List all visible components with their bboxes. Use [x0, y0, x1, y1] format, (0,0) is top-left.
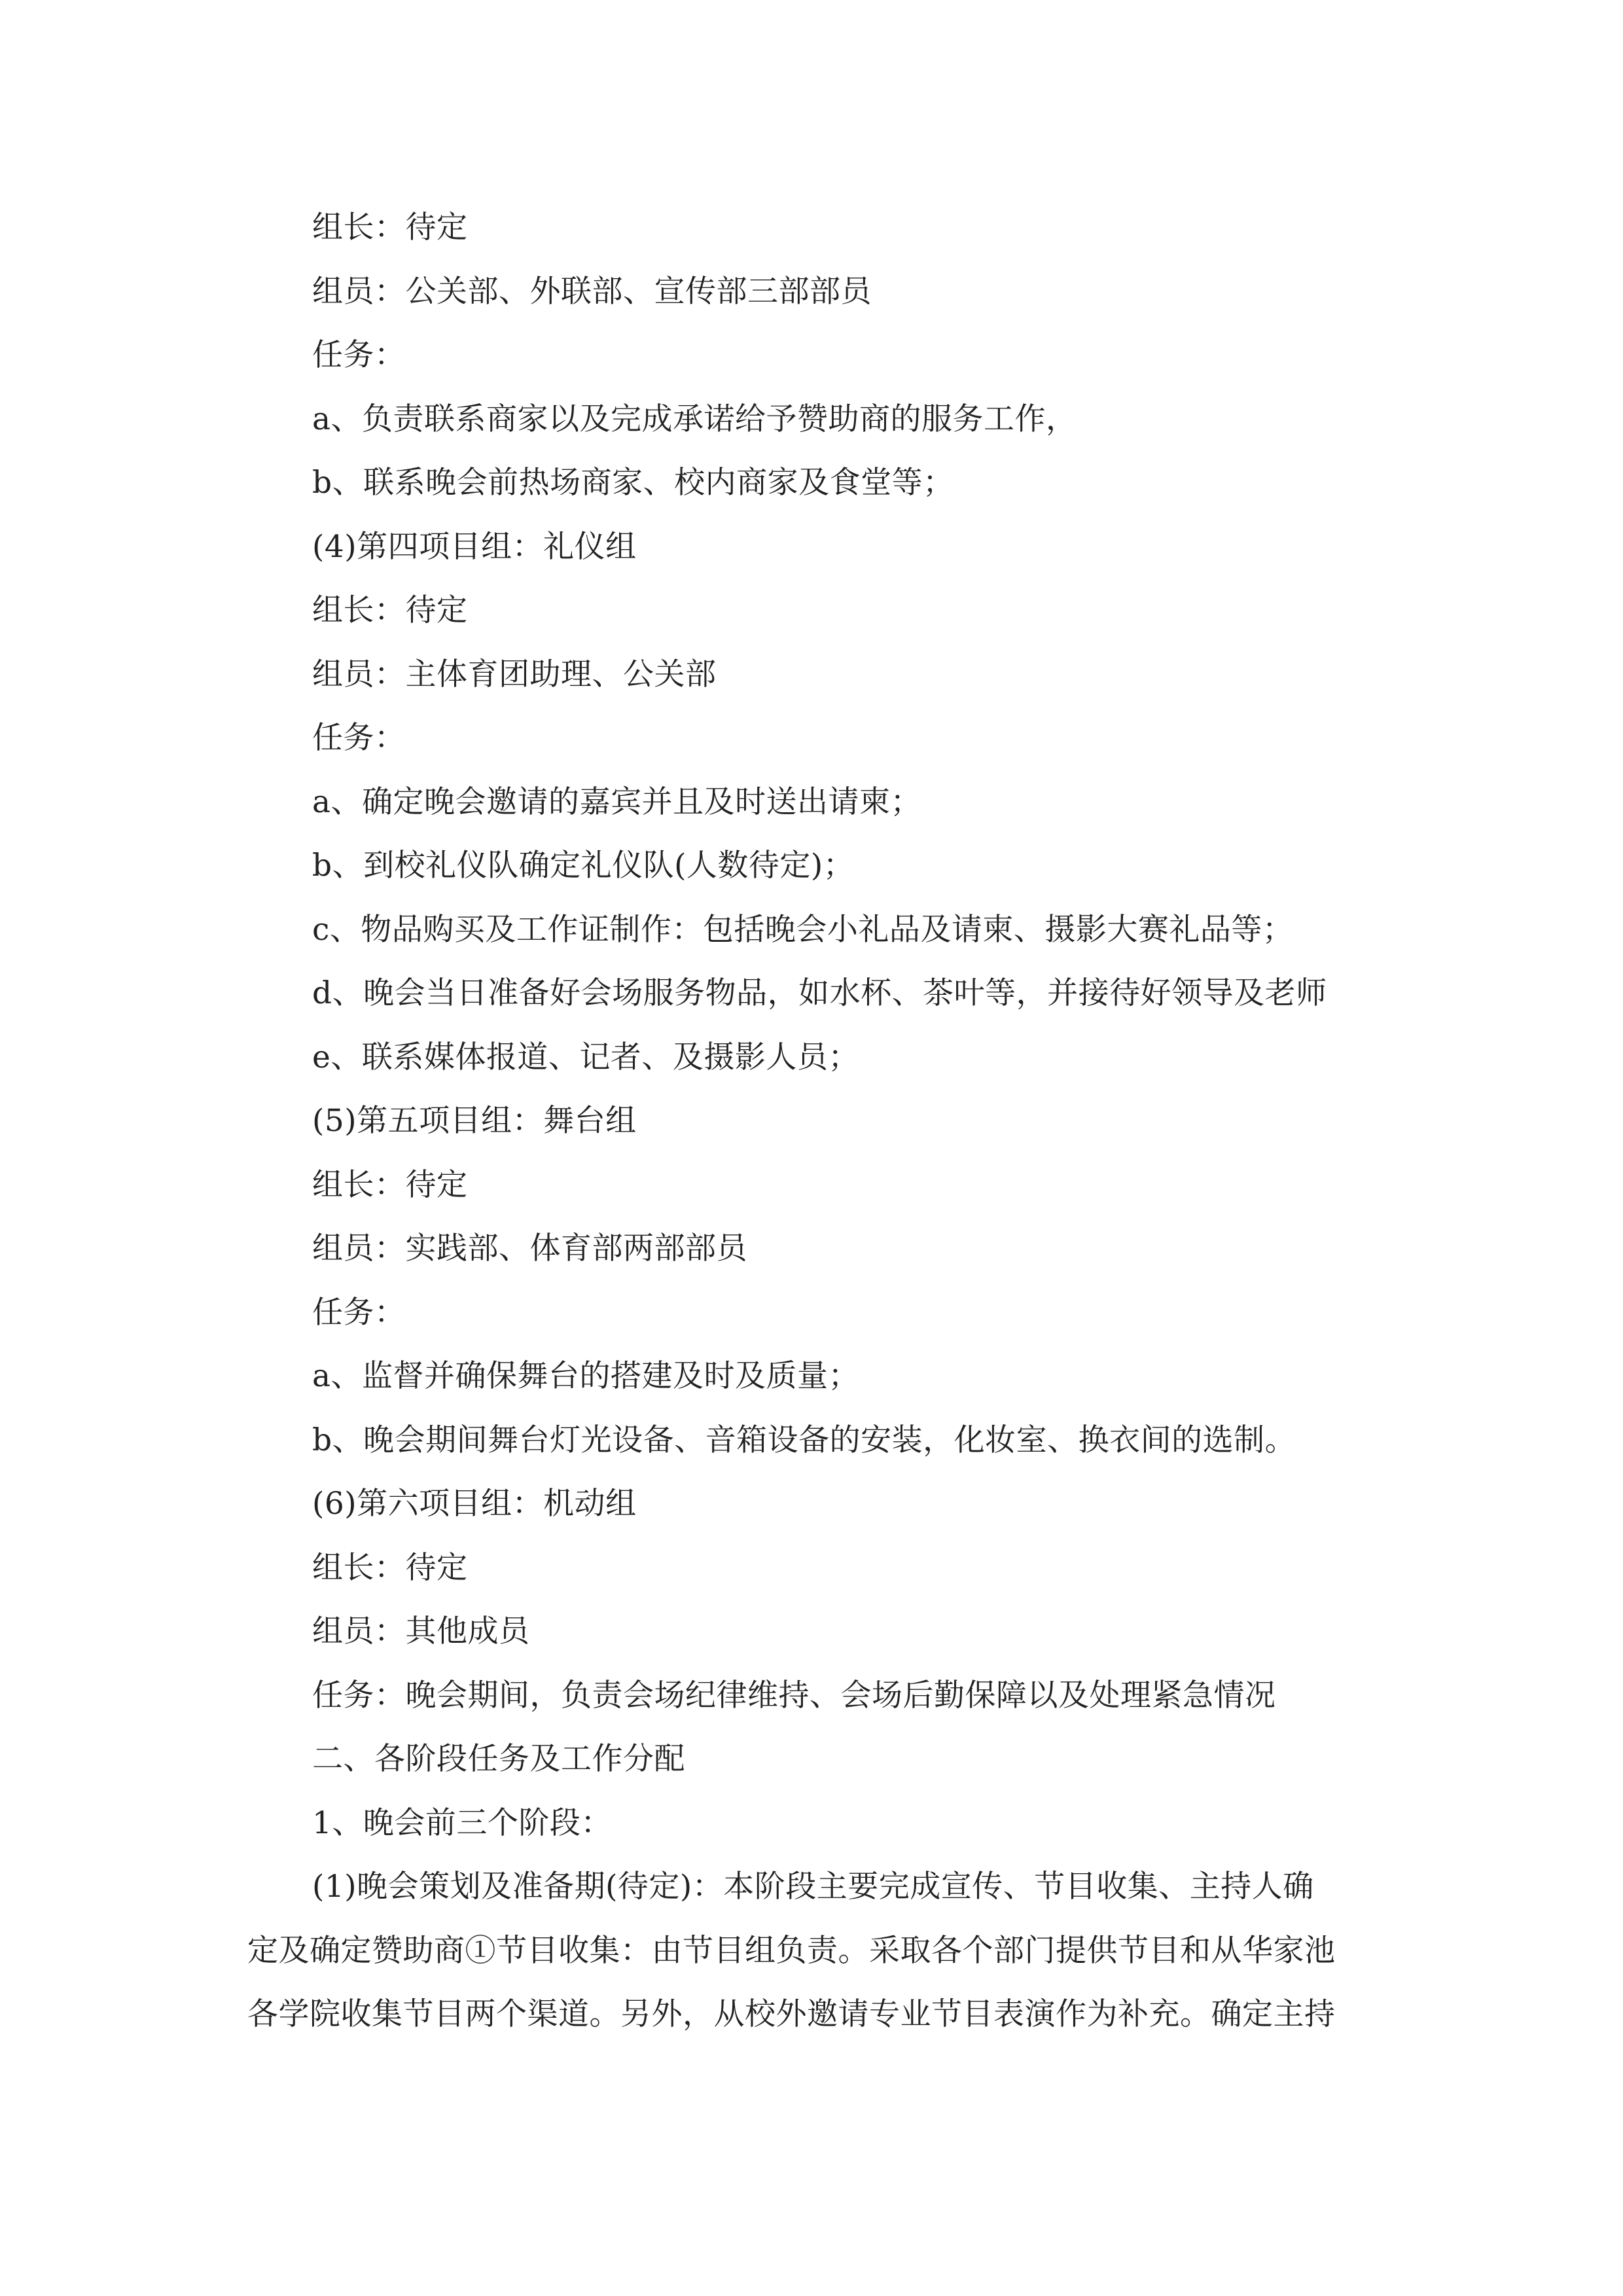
- text-line: 组长：待定: [312, 1167, 468, 1203]
- text-line: 任务：: [312, 1295, 406, 1331]
- text-line: 组员：其他成员: [312, 1613, 530, 1649]
- text-line: a、负责联系商家以及完成承诺给予赞助商的服务工作，: [312, 401, 1077, 437]
- text-line: 任务：: [312, 720, 406, 756]
- subsection-heading: 1、晚会前三个阶段：: [312, 1805, 612, 1841]
- text-line: b、联系晚会前热场商家、校内商家及食堂等；: [312, 465, 954, 501]
- paragraph-line: 定及确定赞助商①节目收集：由节目组负责。采取各个部门提供节目和从华家池: [247, 1933, 1336, 1969]
- text-line: e、联系媒体报道、记者、及摄影人员；: [312, 1039, 859, 1075]
- section-heading: (4)第四项目组：礼仪组: [312, 529, 637, 565]
- text-line: 任务：: [312, 337, 406, 373]
- section-heading: (5)第五项目组：舞台组: [312, 1103, 637, 1139]
- text-line: 组长：待定: [312, 209, 468, 245]
- text-line: b、晚会期间舞台灯光设备、音箱设备的安装，化妆室、换衣间的选制。: [312, 1422, 1296, 1458]
- text-line: c、物品购买及工作证制作：包括晚会小礼品及请柬、摄影大赛礼品等；: [312, 912, 1294, 948]
- text-line: 任务：晚会期间，负责会场纪律维持、会场后勤保障以及处理紧急情况: [312, 1677, 1276, 1713]
- paragraph-line: 各学院收集节目两个渠道。另外，从校外邀请专业节目表演作为补充。确定主持: [247, 1996, 1336, 2032]
- section-heading: (6)第六项目组：机动组: [312, 1486, 637, 1522]
- text-line: b、到校礼仪队确定礼仪队(人数待定)；: [312, 848, 855, 884]
- paragraph-line: (1)晚会策划及准备期(待定)：本阶段主要完成宣传、节目收集、主持人确: [312, 1869, 1314, 1905]
- text-line: a、监督并确保舞台的搭建及时及质量；: [312, 1358, 860, 1394]
- text-line: 组员：公关部、外联部、宣传部三部部员: [312, 274, 872, 310]
- text-line: a、确定晚会邀请的嘉宾并且及时送出请柬；: [312, 784, 922, 820]
- section-heading: 二、各阶段任务及工作分配: [312, 1741, 685, 1777]
- text-line: 组长：待定: [312, 1550, 468, 1586]
- text-line: d、晚会当日准备好会场服务物品，如水杯、茶叶等，并接待好领导及老师: [312, 975, 1327, 1011]
- text-line: 组长：待定: [312, 592, 468, 628]
- text-line: 组员：主体育团助理、公关部: [312, 656, 717, 692]
- text-line: 组员：实践部、体育部两部部员: [312, 1230, 747, 1266]
